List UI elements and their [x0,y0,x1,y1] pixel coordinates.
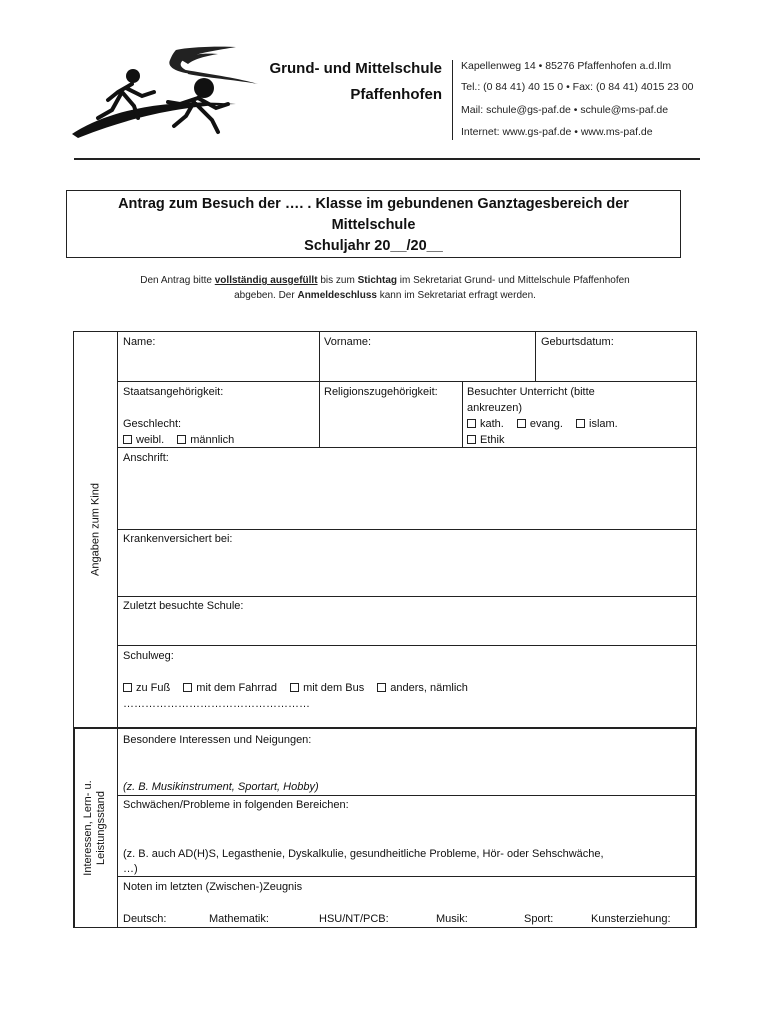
side-label-interests-line1: Interessen, Lern- u. [82,780,94,876]
subject-mathematik[interactable]: Mathematik: [209,913,269,925]
checkbox-icon [177,435,186,444]
checkbox-fahrrad[interactable] [183,682,277,694]
option-label: männlich [190,434,235,446]
section-border-right [695,727,697,928]
schulweg-options [123,680,468,696]
row-divider [117,381,697,382]
option-label: mit dem Bus [303,682,365,694]
row-divider [117,876,697,877]
option-label: kath. [480,418,504,430]
instructions-text: im Sekretariat Grund- und Mittelschule Pfaffenhofen [397,275,630,286]
instructions-text: Den Antrag bitte [140,275,215,286]
instructions-text: kann im Sekretariat erfragt werden. [376,290,536,301]
option-label: anders, nämlich [390,682,468,694]
checkbox-weiblich[interactable] [123,434,164,446]
header-rule [74,158,700,160]
row-divider [117,529,697,530]
noten-label: Noten im letzten (Zwischen-)Zeugnis [123,881,303,893]
checkbox-icon [290,683,299,692]
checkbox-bus[interactable] [290,682,364,694]
form-border-top [73,331,697,332]
side-label-child: Angaben zum Kind [89,483,102,576]
contact-mail: Mail: schule@gs-paf.de • schule@ms-paf.de [461,104,669,116]
instructions-text: bis zum [317,275,358,286]
instructions-emphasis: vollständig ausgefüllt [214,275,318,286]
checkbox-zu-fuss[interactable] [123,682,170,694]
checkbox-evang[interactable] [517,418,563,430]
checkbox-icon [123,683,132,692]
contact-phone-fax: Tel.: (0 84 41) 40 15 0 • Fax: (0 84 41) 4015 23 00 [461,81,694,93]
instructions [74,273,696,303]
vorname-field[interactable]: Vorname: [324,336,372,348]
subject-musik[interactable]: Musik: [436,913,468,925]
schwaechen-field[interactable]: Schwächen/Probleme in folgenden Bereichen: [123,799,349,811]
option-label: islam. [589,418,618,430]
checkbox-anders[interactable] [377,682,468,694]
interessen-hint: (z. B. Musikinstrument, Sportart, Hobby) [123,781,319,793]
row-divider [117,645,697,646]
checkbox-islam[interactable] [576,418,618,430]
checkbox-icon [576,419,585,428]
form-title-line2: Mittelschule [331,217,416,233]
subject-hsu[interactable]: HSU/NT/PCB: [319,913,389,925]
interessen-field[interactable]: Besondere Interessen und Neigungen: [123,734,312,746]
checkbox-icon [377,683,386,692]
contact-internet: Internet: www.gs-paf.de • www.ms-paf.de [461,126,653,138]
religion-field[interactable]: Religionszugehörigkeit: [324,386,438,398]
side-column-divider [117,331,118,928]
form-border-bottom [73,927,697,928]
instructions-text: abgeben. Der [234,290,298,301]
schulweg-label: Schulweg: [123,650,174,662]
option-label: mit dem Fahrrad [196,682,277,694]
form-title-line3: Schuljahr 20__/20__ [304,238,443,254]
subject-kunst[interactable]: Kunsterziehung: [591,913,671,925]
subject-deutsch[interactable]: Deutsch: [123,913,167,925]
checkbox-ethik[interactable] [467,434,504,446]
unterricht-label-line1: Besuchter Unterricht (bitte [467,386,595,398]
option-label: zu Fuß [136,682,171,694]
unterricht-label-line2: ankreuzen) [467,402,523,414]
checkbox-icon [517,419,526,428]
form-title-line1: Antrag zum Besuch der …. . Klasse im gebundenen Ganztagesbereich der [118,196,629,212]
school-name: Grund- und Mittelschule [269,60,442,77]
cell-divider [535,331,536,382]
krankenversichert-field[interactable]: Krankenversichert bei: [123,533,233,545]
section-divider [73,727,697,729]
unterricht-options-2 [467,432,504,448]
checkbox-icon [183,683,192,692]
side-label-interests-line2: Leistungsstand [95,791,107,865]
instructions-emphasis: Stichtag [357,275,398,286]
instructions-emphasis: Anmeldeschluss [297,290,377,301]
zuletzt-schule-field[interactable]: Zuletzt besuchte Schule: [123,600,244,612]
geburtsdatum-field[interactable]: Geburtsdatum: [541,336,614,348]
cell-divider [319,331,320,448]
schwaechen-hint-2: …) [123,863,138,875]
option-label: Ethik [480,434,505,446]
side-label-interests [82,768,110,888]
schwaechen-hint: (z. B. auch AD(H)S, Legasthenie, Dyskalkulie, gesundheitliche Probleme, Hör- oder Sehschwäche, [123,848,604,860]
option-label: evang. [529,418,563,430]
checkbox-icon [467,419,476,428]
anschrift-field[interactable]: Anschrift: [123,452,169,464]
checkbox-kath[interactable] [467,418,504,430]
header-divider [452,60,453,140]
row-divider [117,795,697,796]
checkbox-maennlich[interactable] [177,434,234,446]
row-divider [117,596,697,597]
geschlecht-label: Geschlecht: [123,418,182,430]
school-city: Pfaffenhofen [350,86,442,103]
section-border-left [73,727,75,928]
geschlecht-options [123,432,234,448]
cell-divider [462,381,463,448]
checkbox-icon [467,435,476,444]
checkbox-icon [123,435,132,444]
staatsangehoerigkeit-field[interactable]: Staatsangehörigkeit: [123,386,224,398]
unterricht-label [467,384,595,416]
contact-address: Kapellenweg 14 • 85276 Pfaffenhofen a.d.Ilm [461,60,672,72]
unterricht-options [467,416,618,432]
option-label: weibl. [136,434,165,446]
subject-sport[interactable]: Sport: [524,913,554,925]
schulweg-dots[interactable]: …………………………………………… [123,698,310,710]
name-field[interactable]: Name: [123,336,156,348]
form-title-box [66,190,681,258]
